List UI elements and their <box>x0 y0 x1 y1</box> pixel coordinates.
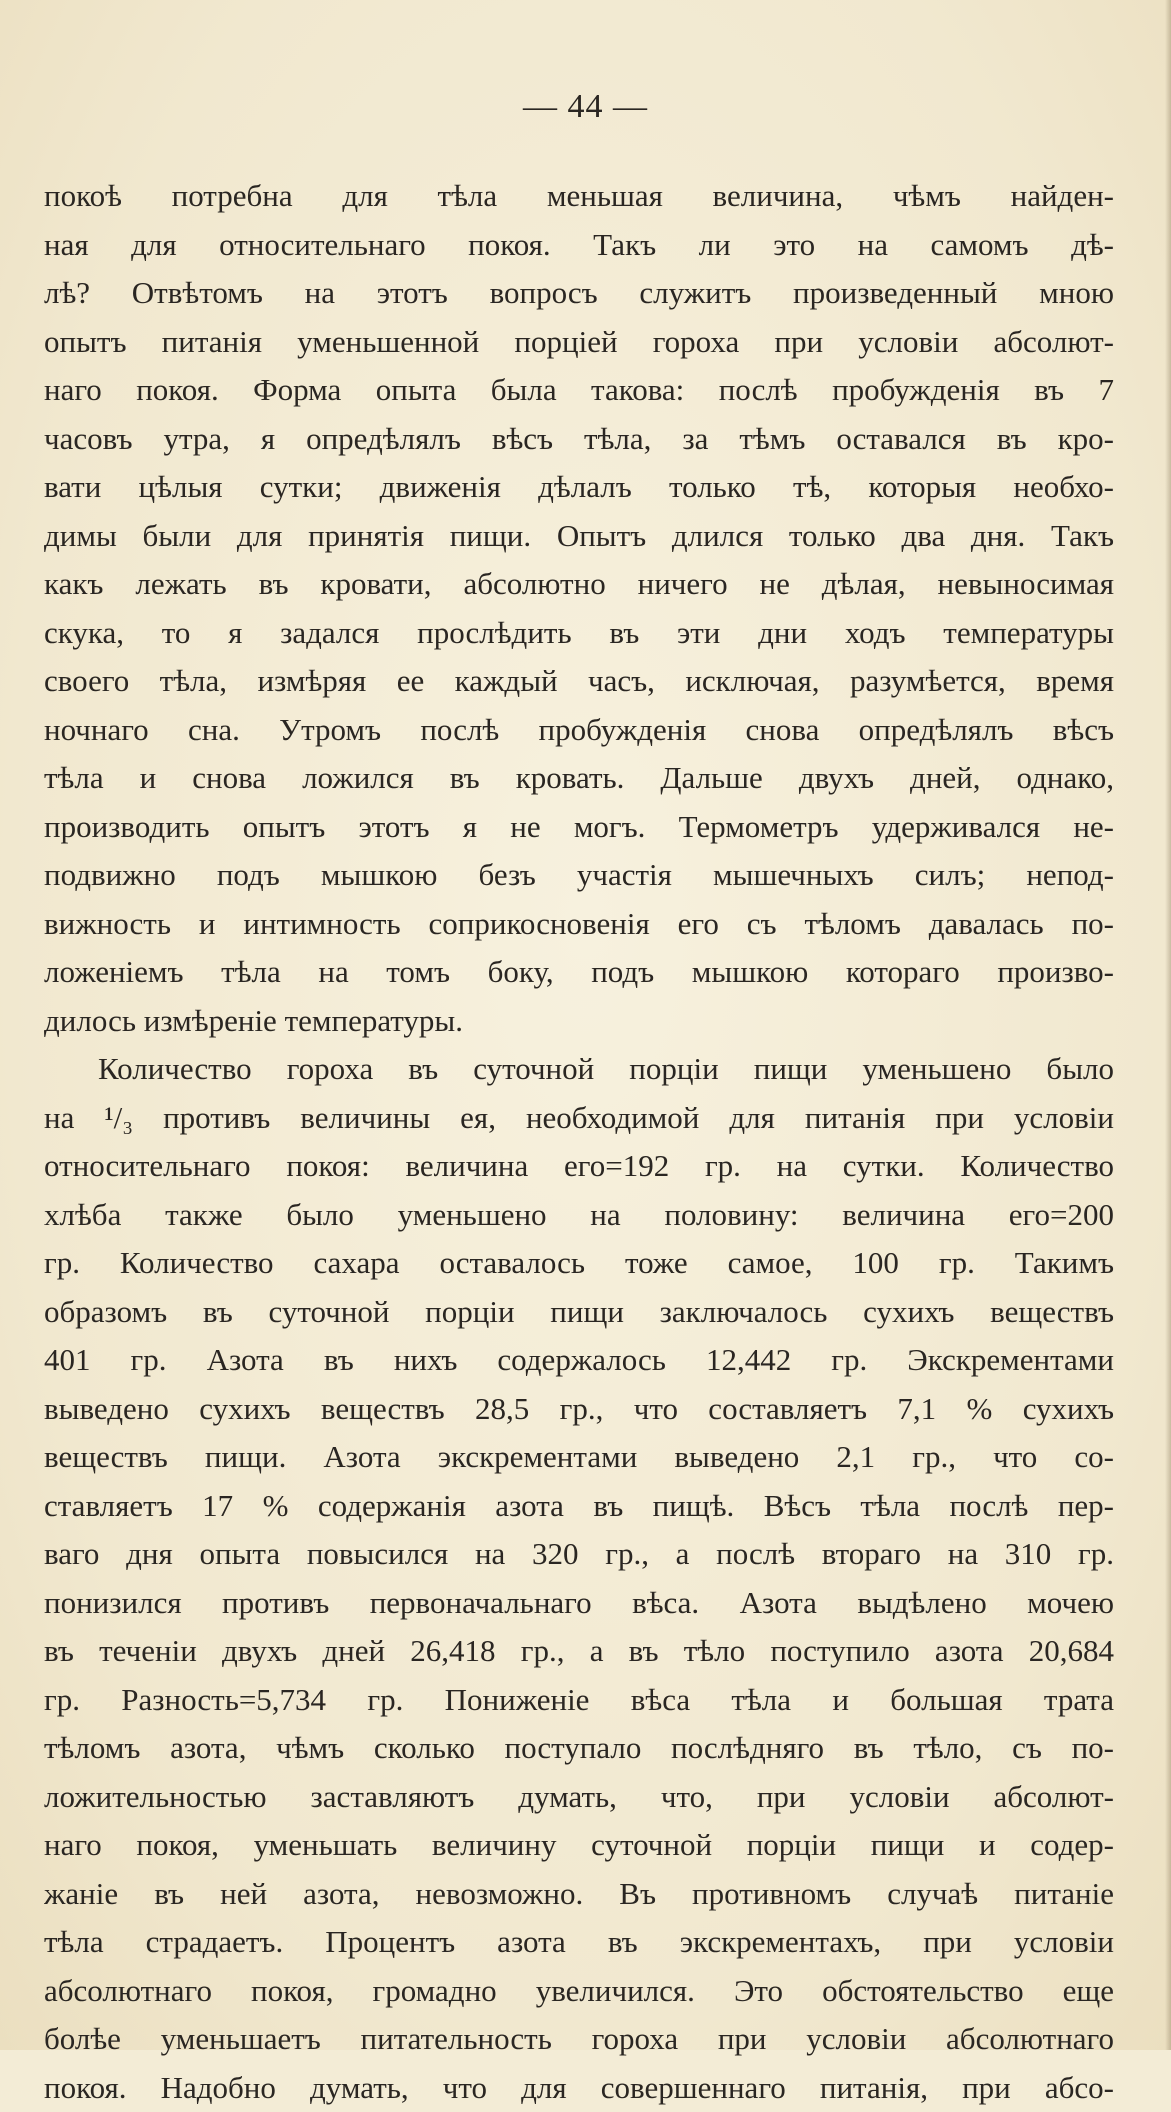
text-line: тѣла и снова ложился въ кровать. Дальше двухъ дней, однако, <box>44 754 1114 803</box>
text-line: димы были для принятія пищи. Опытъ длился только два дня. Такъ <box>44 512 1114 561</box>
text-line: ная для относительнаго покоя. Такъ ли это на самомъ дѣ- <box>44 221 1114 270</box>
text-line: наго покоя. Форма опыта была такова: послѣ пробужденія въ 7 <box>44 366 1114 415</box>
text-line: абсолютнаго покоя, громадно увеличился. Это обстоятельство еще <box>44 1967 1114 2016</box>
text-line: ставляетъ 17 % содержанія азота въ пищѣ. Вѣсъ тѣла послѣ пер- <box>44 1482 1114 1531</box>
text-line: образомъ въ суточной порціи пищи заключалось сухихъ веществъ <box>44 1288 1114 1337</box>
text-line: понизился противъ первоначальнаго вѣса. Азота выдѣлено мочею <box>44 1579 1114 1628</box>
text-line: часовъ утра, я опредѣлялъ вѣсъ тѣла, за тѣмъ оставался въ кро- <box>44 415 1114 464</box>
text-line: ложеніемъ тѣла на томъ боку, подъ мышкою котораго произво- <box>44 948 1114 997</box>
text-line: наго покоя, уменьшать величину суточной порціи пищи и содер- <box>44 1821 1114 1870</box>
text-line: покоя. Надобно думать, что для совершеннаго питанія, при абсо- <box>44 2064 1114 2112</box>
text-line: дилось измѣреніе температуры. <box>44 997 1114 1046</box>
text-line: тѣломъ азота, чѣмъ сколько поступало послѣдняго въ тѣло, съ по- <box>44 1724 1114 1773</box>
text-line: въ теченіи двухъ дней 26,418 гр., а въ тѣло поступило азота 20,684 <box>44 1627 1114 1676</box>
text-line: ночнаго сна. Утромъ послѣ пробужденія снова опредѣлялъ вѣсъ <box>44 706 1114 755</box>
page-edge-shadow <box>1165 0 1171 2050</box>
text-line: вати цѣлыя сутки; движенія дѣлалъ только тѣ, которыя необхо- <box>44 463 1114 512</box>
text-line: гр. Количество сахара оставалось тоже самое, 100 гр. Такимъ <box>44 1239 1114 1288</box>
body-text <box>44 172 1114 2112</box>
paragraph-1 <box>44 172 1114 1045</box>
text-line: 401 гр. Азота въ нихъ содержалось 12,442 гр. Экскрементами <box>44 1336 1114 1385</box>
text-line: скука, то я задался прослѣдить въ эти дни ходъ температуры <box>44 609 1114 658</box>
paragraph-2 <box>44 1045 1114 2112</box>
text-line: опытъ питанія уменьшенной порціей гороха при условіи абсолют- <box>44 318 1114 367</box>
text-line: лѣ? Отвѣтомъ на этотъ вопросъ служитъ произведенный мною <box>44 269 1114 318</box>
text-line: покоѣ потребна для тѣла меньшая величина, чѣмъ найден- <box>44 172 1114 221</box>
text-line: хлѣба также было уменьшено на половину: величина его=200 <box>44 1191 1114 1240</box>
text-line: подвижно подъ мышкою безъ участія мышечныхъ силъ; непод- <box>44 851 1114 900</box>
text-line: гр. Разность=5,734 гр. Пониженіе вѣса тѣла и большая трата <box>44 1676 1114 1725</box>
page-number: — 44 — <box>0 88 1171 126</box>
text-line: на ¹/₃ противъ величины ея, необходимой для питанія при условіи <box>44 1094 1114 1143</box>
text-line: веществъ пищи. Азота экскрементами выведено 2,1 гр., что со- <box>44 1433 1114 1482</box>
text-line: вижность и интимность соприкосновенія его съ тѣломъ давалась по- <box>44 900 1114 949</box>
text-line: жаніе въ ней азота, невозможно. Въ противномъ случаѣ питаніе <box>44 1870 1114 1919</box>
text-line: ваго дня опыта повысился на 320 гр., а послѣ втораго на 310 гр. <box>44 1530 1114 1579</box>
text-line: своего тѣла, измѣряя ее каждый часъ, исключая, разумѣется, время <box>44 657 1114 706</box>
text-line: ложительностью заставляютъ думать, что, при условіи абсолют- <box>44 1773 1114 1822</box>
text-line: какъ лежать въ кровати, абсолютно ничего не дѣлая, невыносимая <box>44 560 1114 609</box>
text-line: тѣла страдаетъ. Процентъ азота въ экскрементахъ, при условіи <box>44 1918 1114 1967</box>
text-line: выведено сухихъ веществъ 28,5 гр., что составляетъ 7,1 % сухихъ <box>44 1385 1114 1434</box>
text-line: Количество гороха въ суточной порціи пищи уменьшено было <box>44 1045 1114 1094</box>
text-line: производить опытъ этотъ я не могъ. Термометръ удерживался не- <box>44 803 1114 852</box>
text-line: относительнаго покоя: величина его=192 гр. на сутки. Количество <box>44 1142 1114 1191</box>
text-line: болѣе уменьшаетъ питательность гороха при условіи абсолютнаго <box>44 2015 1114 2064</box>
